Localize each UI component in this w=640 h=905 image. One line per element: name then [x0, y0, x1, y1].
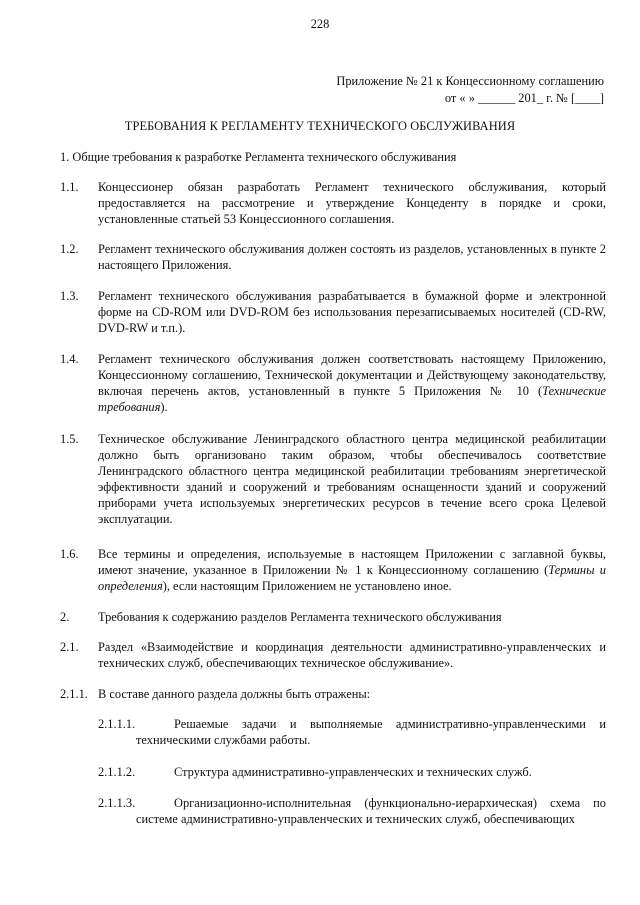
item-text-1-6-part-b: ), если настоящим Приложением не установлено иное.	[162, 579, 452, 593]
item-text-1-4-part-b: ).	[160, 400, 168, 414]
item-number-2-1-1: 2.1.1.	[60, 687, 88, 701]
appendix-header	[336, 73, 604, 107]
item-text-1-6-part-a: Все термины и определения, используемые в настоящем Приложении с заглавной буквы, имеют значение, указанное в Приложении № 1 к Концессионному соглашению (	[98, 547, 606, 577]
appendix-line-1: Приложение № 21 к Концессионному соглашению	[336, 74, 604, 88]
item-text-2-1-1-1: Решаемые задачи и выполняемые административно-управленческими и техническими службами работы.	[136, 717, 606, 747]
item-text-1-6	[98, 546, 606, 594]
item-text-1-5: Техническое обслуживание Ленинградского областного центра медицинской реабилитации должно быть организовано таким образом, чтобы обеспечивалось соответствие Ленинградского областного центра медицинской реабилитации требованиям энергетической эффективности зданий и сооружений и требованиям оснащенности зданий и сооружений приборами учета используемых энергетических ресурсов в течение всего срока Целевой эксплуатации.	[98, 432, 606, 526]
item-text-1-3: Регламент технического обслуживания разрабатывается в бумажной форме и электронной форме на CD-ROM или DVD-ROM без использования перезаписываемых носителей (CD-RW, DVD-RW и т.п.).	[98, 289, 606, 335]
item-number-1-5: 1.5.	[60, 432, 79, 446]
item-number-2-1-1-3: 2.1.1.3.	[98, 796, 136, 810]
item-number-1-6: 1.6.	[60, 547, 79, 561]
item-number-1-3: 1.3.	[60, 289, 79, 303]
item-text-1-4-italic: Технические требования	[98, 384, 606, 414]
item-text-2-1-1-3: Организационно-исполнительная (функционально-иерархическая) схема по системе административно-управленческих и технических служб, обеспечивающих	[136, 796, 606, 826]
item-number-2-1: 2.1.	[60, 640, 79, 654]
item-text-1-6-italic: Термины и определения	[98, 563, 606, 593]
item-text-1-1: Концессионер обязан разработать Регламент технического обслуживания, который предоставляется на рассмотрение и утверждение Концеденту в порядке и сроки, установленные статьей 53 Концессионного соглашения.	[98, 180, 606, 226]
item-number-1-4: 1.4.	[60, 352, 79, 366]
item-number-1-2: 1.2.	[60, 242, 79, 256]
item-number-2-1-1-2: 2.1.1.2.	[98, 765, 136, 779]
section-2-number: 2.	[60, 610, 70, 624]
appendix-line-2: от « » ______ 201_ г. № [____]	[444, 91, 604, 105]
item-number-2-1-1-1: 2.1.1.1.	[98, 717, 136, 731]
section-2-heading: Требования к содержанию разделов Регламента технического обслуживания	[98, 610, 502, 624]
item-text-2-1-1: В составе данного раздела должны быть отражены:	[98, 687, 371, 701]
item-text-2-1-1-2: Структура административно-управленческих и технических служб.	[174, 765, 532, 779]
item-text-1-2: Регламент технического обслуживания должен состоять из разделов, установленных в пункте 2 настоящего Приложения.	[98, 242, 606, 272]
item-text-1-4	[98, 351, 606, 415]
page-number: 228	[310, 17, 330, 31]
item-number-1-1: 1.1.	[60, 180, 79, 194]
section-1-heading: 1. Общие требования к разработке Регламента технического обслуживания	[60, 150, 457, 164]
item-text-2-1: Раздел «Взаимодействие и координация деятельности административно-управленческих и технических служб, обеспечивающих техническое обслуживание».	[98, 640, 606, 670]
document-title: ТРЕБОВАНИЯ К РЕГЛАМЕНТУ ТЕХНИЧЕСКОГО ОБСЛУЖИВАНИЯ	[124, 119, 516, 133]
item-text-1-4-part-a: Регламент технического обслуживания должен соответствовать настоящему Приложению, Концессионному соглашению, Технической документации и Действующему законодательству, включая перечень актов, установленный в пункте 5 Приложения № 10 (	[98, 352, 606, 398]
